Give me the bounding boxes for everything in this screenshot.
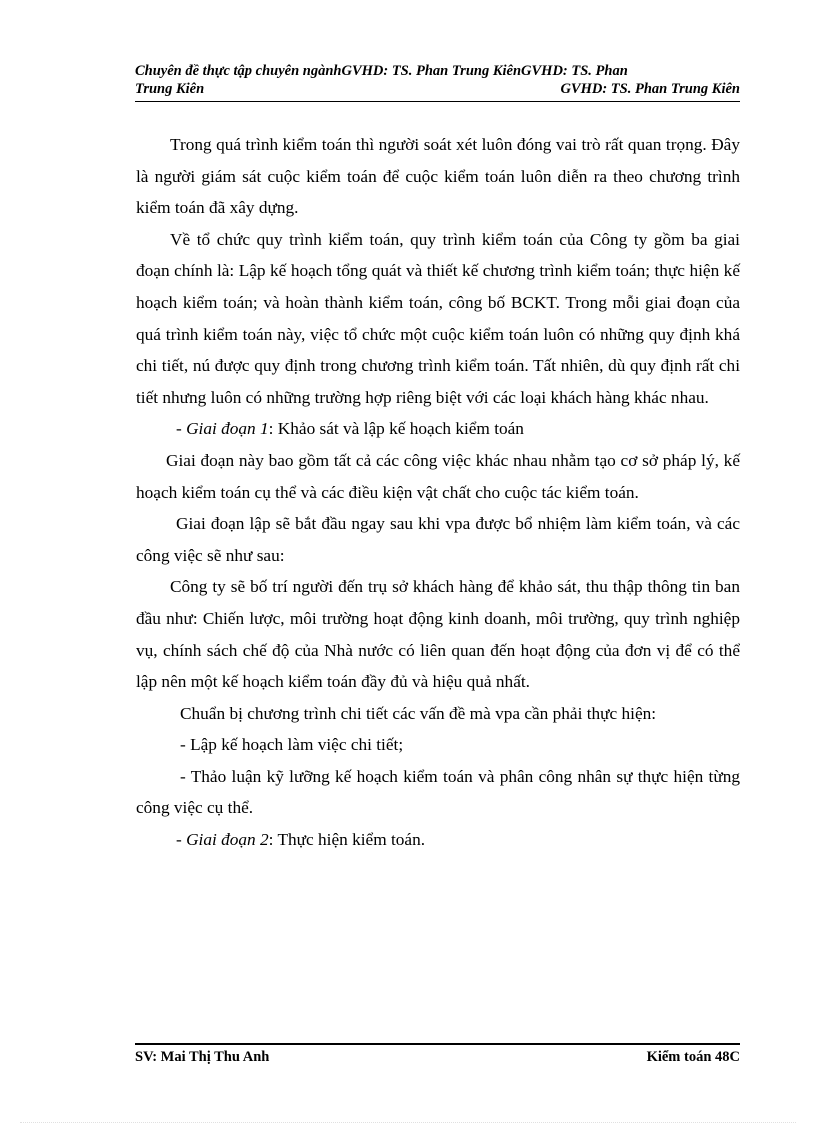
paragraph-10-prefix: - [176, 830, 187, 850]
paragraph-3-prefix: - [176, 419, 187, 439]
paragraph-10 [136, 824, 740, 856]
footer-class: Kiểm toán 48C [646, 1049, 740, 1065]
paragraph-10-rest: : Thực hiện kiểm toán. [268, 830, 426, 850]
header-divider [135, 101, 740, 102]
paragraph-5: Giai đoạn lập sẽ bắt đầu ngay sau khi vpa được bổ nhiệm làm kiểm toán, và các công việc sẽ như sau: [136, 514, 740, 565]
paragraph-8: - Lập kế hoạch làm việc chi tiết; [180, 735, 404, 755]
paragraph-3-rest: : Khảo sát và lập kế hoạch kiểm toán [268, 419, 524, 439]
page-header [135, 62, 740, 98]
paragraph-1: Trong quá trình kiểm toán thì người soát xét luôn đóng vai trò rất quan trọng. Đây là người giám sát cuộc kiểm toán để cuộc kiểm toán luôn diễn ra theo chương trình kiểm toán đã xây dựng. [136, 135, 740, 218]
paragraph-7: Chuẩn bị chương trình chi tiết các vấn đề mà vpa cần phải thực hiện: [180, 703, 657, 723]
paragraph-3-italic: Giai đoạn 1 [186, 419, 269, 439]
header-line-2-left: Trung Kiên [135, 81, 205, 97]
page-footer [135, 1049, 740, 1066]
paragraph-10-italic: Giai đoạn 2 [186, 830, 269, 850]
paragraph-2: Về tổ chức quy trình kiểm toán, quy trình kiểm toán của Công ty gồm ba giai đoạn chính là: Lập kế hoạch tổng quát và thiết kế chương trình kiểm toán; thực hiện kế hoạch kiểm toán; và hoàn thành kiểm toán, công bố BCKT. Trong mỗi giai đoạn của quá trình kiểm toán này, việc tổ chức một cuộc kiểm toán luôn có những quy định khá chi tiết, nú được quy định trong chương trình kiểm toán. Tất nhiên, dù quy định rất chi tiết nhưng luôn có những trường hợp riêng biệt với các loại khách hàng khác nhau. [136, 229, 740, 407]
header-line-1: Chuyên đề thực tập chuyên ngànhGVHD: TS. Phan Trung KiênGVHD: TS. Phan [135, 63, 628, 79]
header-line-2 [135, 80, 740, 98]
footer-student: SV: Mai Thị Thu Anh [135, 1049, 270, 1065]
document-body [136, 129, 740, 856]
paragraph-9: - Thảo luận kỹ lưỡng kế hoạch kiểm toán và phân công nhân sự thực hiện từng công việc cụ thể. [136, 766, 740, 818]
paragraph-3 [136, 413, 740, 445]
footer-divider [135, 1043, 740, 1045]
header-line-2-right: GVHD: TS. Phan Trung Kiên [560, 81, 740, 97]
paragraph-6: Công ty sẽ bố trí người đến trụ sở khách hàng để khảo sát, thu thập thông tin ban đầu như: Chiến lược, môi trường hoạt động kinh doanh, môi trường, quy trình nghiệp vụ, chính sách chế độ của Nhà nước có liên quan đến hoạt động của đơn vị để có thể lập nên một kế hoạch kiểm toán đầy đủ và hiệu quả nhất. [136, 577, 740, 692]
paragraph-4: Giai đoạn này bao gồm tất cả các công việc khác nhau nhằm tạo cơ sở pháp lý, kế hoạch kiểm toán cụ thể và các điều kiện vật chất cho cuộc tác kiểm toán. [136, 450, 740, 502]
